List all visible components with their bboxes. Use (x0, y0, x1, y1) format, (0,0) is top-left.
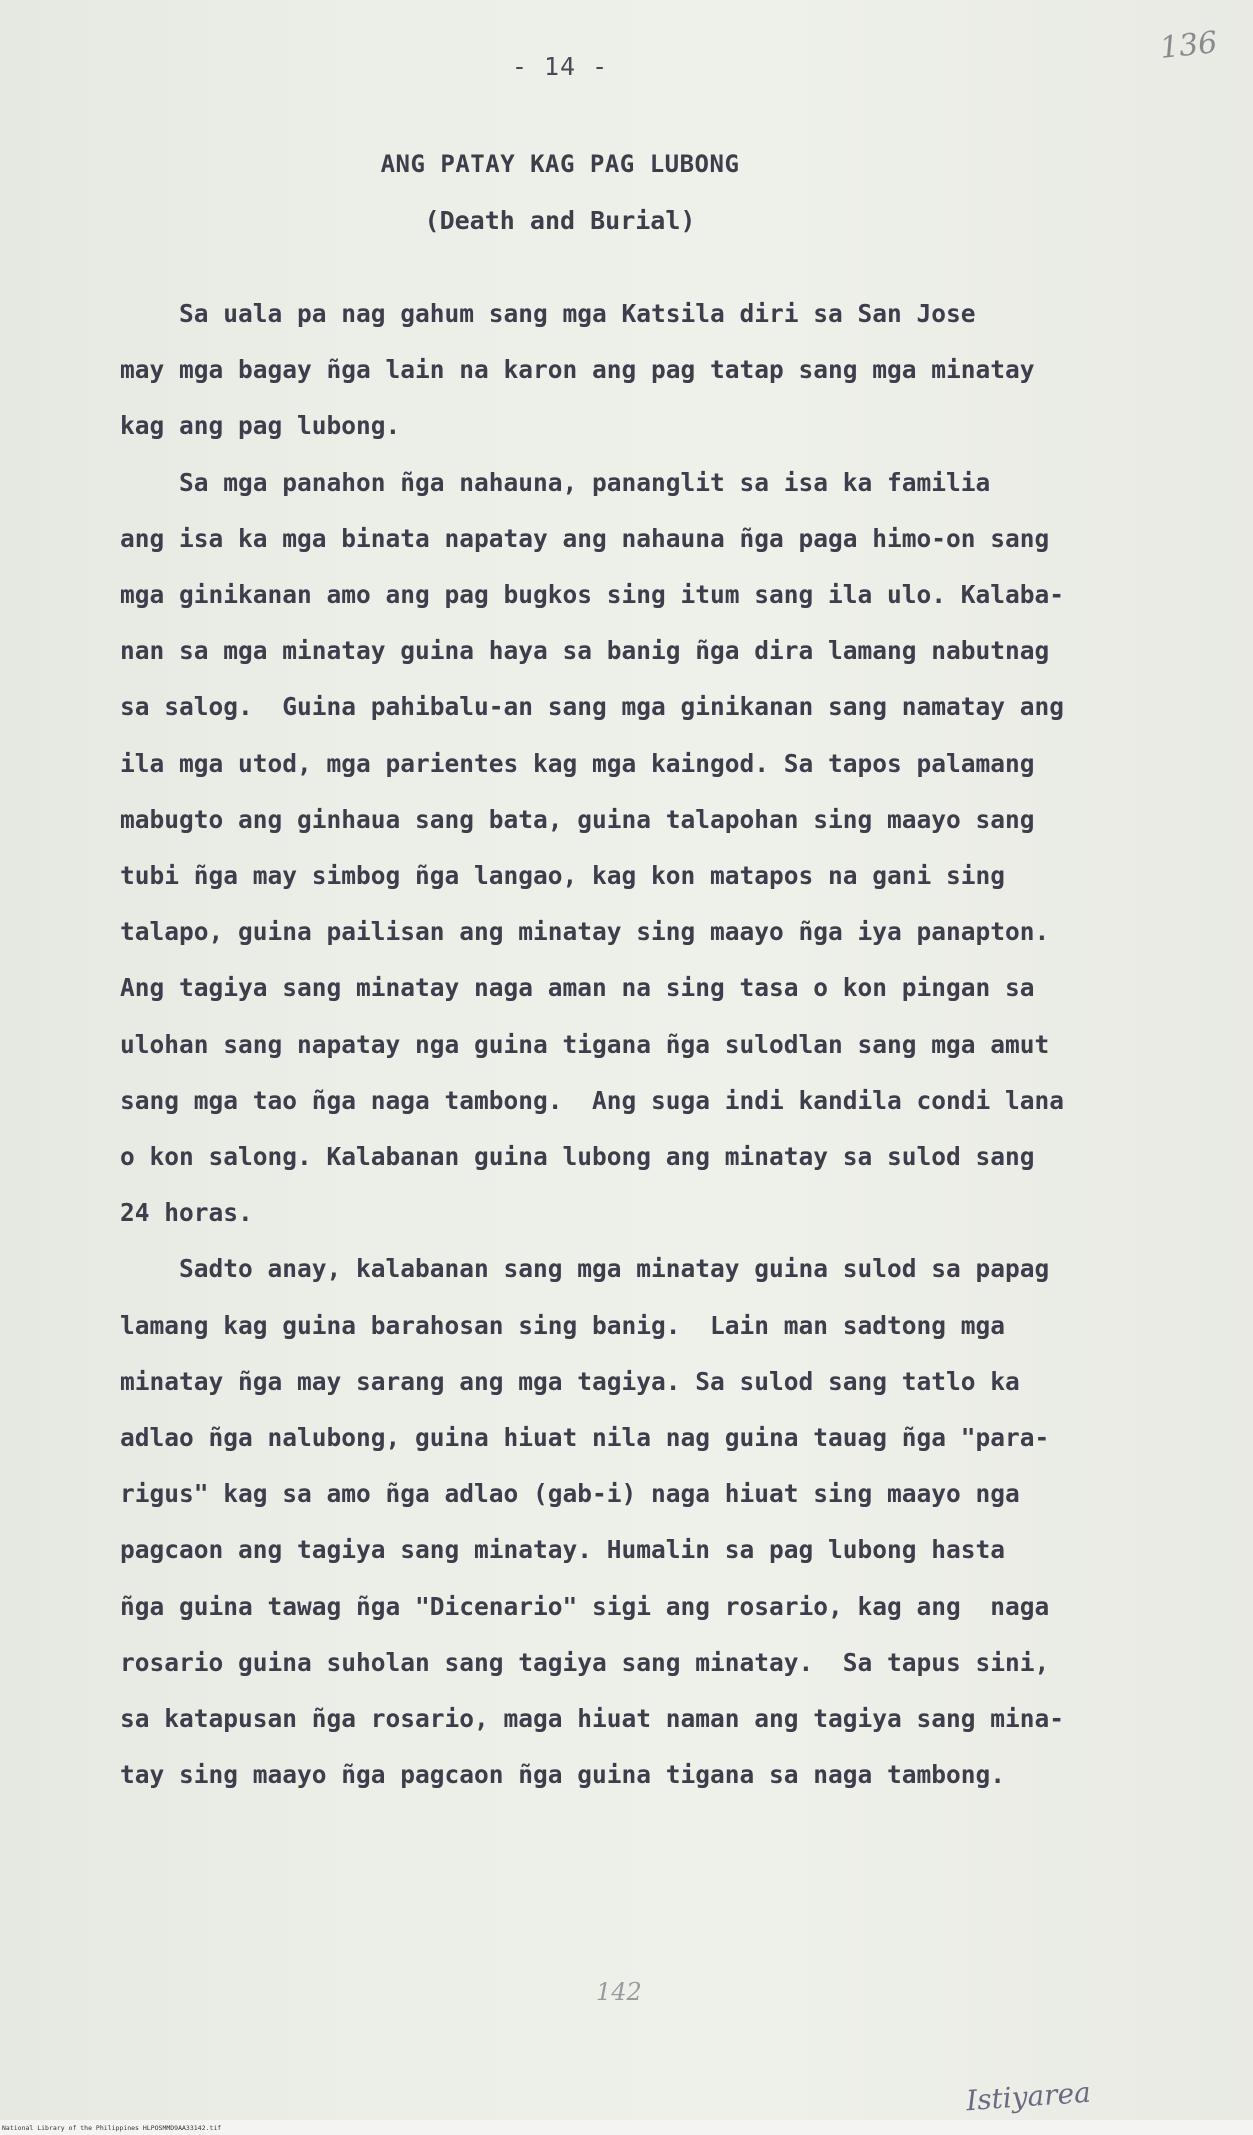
archive-number: 136 (1158, 25, 1219, 66)
body-line: tubi ñga may simbog ñga langao, kag kon matapos na gani sing (120, 861, 1006, 891)
body-line: nan sa mga minatay guina haya sa banig ñga dira lamang nabutnag (120, 636, 1050, 666)
handwritten-signature: Istiyarea (965, 2075, 1092, 2118)
body-line: ñga guina tawag ñga "Dicenario" sigi ang rosario, kag ang naga (120, 1591, 1050, 1621)
handwritten-page-number: 142 (596, 1978, 642, 2006)
body-line: mabugto ang ginhaua sang bata, guina talapohan sing maayo sang (120, 804, 1035, 834)
body-line: 24 horas. (120, 1198, 253, 1228)
body-line: sa salog. Guina pahibalu-an sang mga ginikanan sang namatay ang (120, 692, 1065, 722)
body-line: Ang tagiya sang minatay naga aman na sing tasa o kon pingan sa (120, 973, 1035, 1003)
body-line: Sadto anay, kalabanan sang mga minatay guina sulod sa papag (120, 1254, 1050, 1284)
body-line: o kon salong. Kalabanan guina lubong ang minatay sa sulod sang (120, 1142, 1035, 1172)
body-line: kag ang pag lubong. (120, 411, 401, 441)
body-line: may mga bagay ñga lain na karon ang pag tatap sang mga minatay (120, 355, 1035, 385)
body-line: rosario guina suholan sang tagiya sang minatay. Sa tapus sini, (120, 1647, 1050, 1677)
document-title: ANG PATAY KAG PAG LUBONG (380, 150, 740, 178)
body-line: sa katapusan ñga rosario, maga hiuat naman ang tagiya sang mina- (120, 1704, 1065, 1734)
body-line: mga ginikanan amo ang pag bugkos sing itum sang ila ulo. Kalaba- (120, 580, 1065, 610)
body-line: ila mga utod, mga parientes kag mga kaingod. Sa tapos palamang (120, 748, 1035, 778)
body-line: pagcaon ang tagiya sang minatay. Humalin sa pag lubong hasta (120, 1535, 1006, 1565)
body-line: ulohan sang napatay nga guina tigana ñga sulodlan sang mga amut (120, 1029, 1050, 1059)
page-number: - 14 - (511, 52, 609, 81)
body-text (120, 286, 1200, 1803)
body-line: tay sing maayo ñga pagcaon ñga guina tigana sa naga tambong. (120, 1760, 1006, 1790)
body-line: minatay ñga may sarang ang mga tagiya. Sa sulod sang tatlo ka (120, 1366, 1020, 1396)
body-line: sang mga tao ñga naga tambong. Ang suga indi kandila condi lana (120, 1085, 1065, 1115)
document-subtitle: (Death and Burial) (424, 206, 696, 235)
body-line: lamang kag guina barahosan sing banig. Lain man sadtong mga (120, 1310, 1006, 1340)
body-line: talapo, guina pailisan ang minatay sing maayo ñga iya panapton. (120, 917, 1050, 947)
body-line: ang isa ka mga binata napatay ang nahauna ñga paga himo-on sang (120, 523, 1050, 553)
body-line: Sa uala pa nag gahum sang mga Katsila diri sa San Jose (120, 299, 976, 328)
body-line: Sa mga panahon ñga nahauna, pananglit sa isa ka familia (120, 467, 991, 497)
body-line: rigus" kag sa amo ñga adlao (gab-i) naga hiuat sing maayo nga (120, 1479, 1020, 1509)
scan-footer-text: National Library of the Philippines HLPOSMMD9AA33142.tif (2, 2124, 222, 2132)
body-line: adlao ñga nalubong, guina hiuat nila nag guina tauag ñga "para- (120, 1423, 1050, 1453)
